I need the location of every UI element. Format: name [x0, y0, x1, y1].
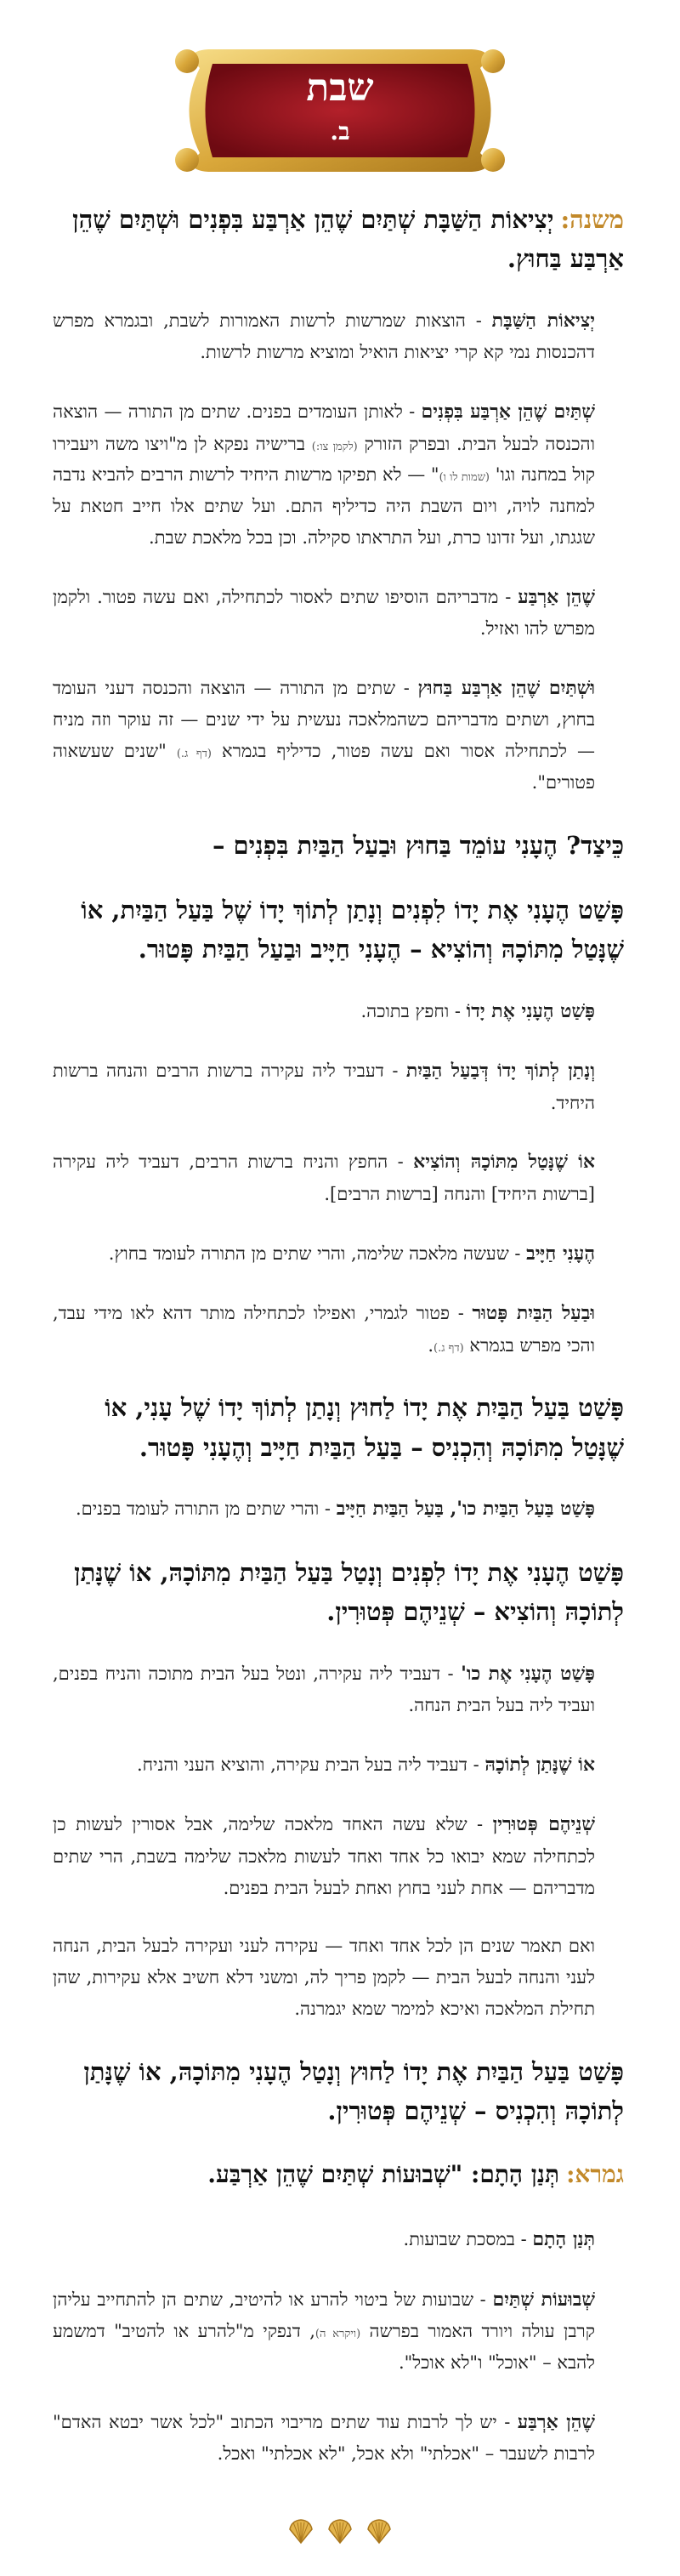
comment-lemma: וּבַעַל הַבַּיִת פָּטוּר — [472, 1302, 595, 1325]
comment-lemma: שְׁבוּעוֹת שְׁתַּיִם — [492, 2288, 595, 2311]
comment-lemma: וּשְׁתַּיִם שֶׁהֵן אַרְבַּע בַּחוּץ — [417, 676, 595, 699]
comment-text: - יש לך לרבות עוד שתים מריבוי הכתוב "לכל אשר יבטא האדם" לרבות לשעבר – "אכלתי" ולא אכל, "לא אכלתי" ואכל. — [53, 2411, 595, 2465]
main-text — [53, 200, 624, 2497]
source-reference: (ויקרא ה) — [314, 2328, 361, 2341]
gemara-paragraph — [53, 2156, 624, 2194]
comment-lemma: שֶׁהֵן אַרְבַּע — [517, 2410, 596, 2433]
rashi-comment — [53, 1146, 595, 1209]
rashi-comment — [53, 2283, 595, 2379]
tractate-title: שבת — [306, 66, 374, 110]
comment-text: - דעביד ליה עקירה ברשות הרבים והנחה ברשות היחיד. — [53, 1061, 595, 1113]
comment-text: - מדבריהם הוסיפו שתים לאסור לכתחילה, ואם עשה פטור. ולקמן מפרש להו ואזיל. — [53, 586, 595, 640]
rashi-comment — [53, 395, 595, 554]
rashi-comment — [53, 581, 595, 645]
mishna-text: פָּשַׁט הֶעָנִי אֶת יָדוֹ לִפְנִים וְנָטַל בַּעַל הַבַּיִת מִתּוֹכָהּ, אוֹ שֶׁנָּתַן לְתוֹכָהּ וְהוֹצִיא – שְׁנֵיהֶם פְּטוּרִין. — [74, 1557, 624, 1627]
rashi-comment — [53, 1658, 595, 1721]
comment-text: - הוצאות שמרשות לרשות האמורות לשבת, ובגמרא מפרש דהכנסות נמי קא קרי יציאות הואיל ומוציא מרשות לרשות. — [53, 310, 595, 363]
scroll-ornament-icon — [166, 43, 514, 179]
mishna-paragraph — [53, 200, 624, 279]
comment-text: - דעביד ליה עקירה, ונטל בעל הבית מתוכה והניח בפנים, ועביד ליה בעל הבית הנחה. — [53, 1663, 595, 1716]
comment-text: ברישיה נפקא לן מ"ויצו משה ויעבירו קול במחנה וגו' — [53, 433, 595, 486]
comment-text: - החפץ והניח ברשות הרבים, דעביד ליה עקירה [ברשות היחיד] והנחה [ברשות הרבים]. — [53, 1152, 595, 1204]
rashi-comment — [53, 1237, 595, 1271]
source-reference: (שמות לו ו) — [439, 471, 490, 485]
comment-text: - והרי שתים מן התורה לעומד בפנים. — [75, 1498, 337, 1520]
mishna-text: פָּשַׁט בַּעַל הַבַּיִת אֶת יָדוֹ לַחוּץ וְנָתַן לְתוֹךְ יָדוֹ שֶׁל עָנִי, אוֹ שֶׁנָּטַל מִתּוֹכָהּ וְהִכְנִיס – בַּעַל הַבַּיִת חַיָּיב וְהֶעָנִי פָּטוּר. — [105, 1393, 624, 1462]
comment-text: - שעשה מלאכה שלימה, והרי שתים מן התורה לעומד בחוץ. — [108, 1243, 527, 1264]
mishna-text: פָּשַׁט הֶעָנִי אֶת יָדוֹ לִפְנִים וְנָתַן לְתוֹךְ יָדוֹ שֶׁל בַּעַל הַבַּיִת, אוֹ שֶׁנָּטַל מִתּוֹכָהּ וְהוֹצִיא – הֶעָנִי חַיָּיב וּבַעַל הַבַּיִת פָּטוּר. — [81, 895, 624, 964]
rashi-comment — [53, 2406, 595, 2470]
comment-lemma: הֶעָנִי חַיָּיב — [526, 1242, 595, 1265]
comment-lemma: שְׁנֵיהֶם פְּטוּרִין — [492, 1813, 595, 1836]
comment-text: ואם תאמר שנים הן לכל אחד ואחד — עקירה לעני ועקירה לבעל הבית, הנחה לעני והנחה לבעל הבית — לקמן פריך לה, ומשני דלא חשיב אלא עקירות, שהן תחילת המלאכה ואיכא למימר שמא יגמרנה. — [53, 1936, 595, 2019]
comment-text: - דעביד ליה בעל הבית עקירה, והוציא העני והניח. — [136, 1754, 485, 1775]
daf-number: ב. — [330, 117, 350, 145]
rashi-comment — [53, 672, 595, 799]
mishna-text: כֵּיצַד? הֶעָנִי עוֹמֵד בַּחוּץ וּבַעַל הַבַּיִת בִּפְנִים – — [212, 830, 624, 860]
rashi-comment — [53, 1055, 595, 1118]
mishna-text: פָּשַׁט בַּעַל הַבַּיִת אֶת יָדוֹ לַחוּץ וְנָטַל הֶעָנִי מִתּוֹכָהּ, אוֹ שֶׁנָּתַן לְתוֹכָהּ וְהִכְנִיס – שְׁנֵיהֶם פְּטוּרִין. — [83, 2056, 624, 2125]
comment-lemma: פָּשַׁט בַּעַל הַבַּיִת כו', בַּעַל הַבַּיִת חַיָּיב — [336, 1498, 595, 1521]
shell-icon — [286, 2517, 315, 2546]
rashi-comment — [53, 2223, 595, 2256]
gemara-text: תְּנַן הָתָם: "שְׁבוּעוֹת שְׁתַּיִם שֶׁהֵן אַרְבַּע. — [207, 2160, 560, 2189]
section-label: גמרא: — [566, 2160, 624, 2189]
comment-text: - שלא עשה האחד מלאכה שלימה, אבל אסורין לעשות כן לכתחילה שמא יבואו כל אחד ואחד לעשות מלאכה שלימה בשבת, הרי שתים מדבריהם — אחת לעני בחוץ ואחת לבעל הבית בפנים. — [53, 1814, 595, 1898]
source-reference: (דף ג.) — [434, 1341, 464, 1355]
mishna-paragraph — [53, 1553, 624, 1632]
comment-text: - וחפץ בתוכה. — [360, 1000, 467, 1021]
mishna-text: יְצִיאוֹת הַשַּׁבָּת שְׁתַּיִם שֶׁהֵן אַרְבַּע בִּפְנִים וּשְׁתַּיִם שֶׁהֵן אַרְבַּע בַּחוּץ. — [72, 205, 624, 274]
comment-lemma: שֶׁהֵן אַרְבַּע — [518, 585, 595, 608]
rashi-comment — [53, 304, 595, 368]
source-reference: (דף ג.) — [176, 748, 212, 761]
comment-lemma: תְּנַן הָתָם — [532, 2228, 595, 2251]
comment-lemma: פָּשַׁט הֶעָנִי אֶת יָדוֹ — [466, 999, 595, 1022]
footer-ornaments — [0, 2517, 680, 2546]
comment-text: - פטור לגמרי, ואפילו לכתחילה מותר דהא לאו מידי עבד, והכי מפרש בגמרא — [53, 1303, 595, 1356]
comment-lemma: שְׁתַּיִם שֶׁהֵן אַרְבַּע בִּפְנִים — [421, 401, 595, 424]
rashi-comment — [53, 1808, 595, 1903]
comment-lemma: פָּשַׁט הֶעָנִי אֶת כו' — [461, 1662, 595, 1685]
shell-icon — [326, 2517, 354, 2546]
rashi-comment — [53, 1297, 595, 1361]
section-label: משנה: — [560, 205, 624, 234]
comment-text: . — [428, 1334, 434, 1356]
comment-lemma: וְנָתַן לְתוֹךְ יָדוֹ דְּבַעַל הַבַּיִת — [405, 1060, 596, 1083]
header-scroll-banner — [166, 43, 514, 179]
comment-text: - לאותן העומדים בפנים. שתים מן התורה — הוצאה והכנסה לבעל הבית. ובפרק הזורק — [53, 401, 595, 454]
comment-lemma: אוֹ שֶׁנָּתַן לְתוֹכָהּ — [484, 1753, 595, 1776]
comment-lemma: אוֹ שֶׁנָּטַל מִתּוֹכָהּ וְהוֹצִיא — [413, 1151, 596, 1174]
comment-text: - במסכת שבועות. — [403, 2229, 533, 2250]
rashi-comment — [53, 995, 595, 1028]
comment-text: , דנפקי מ"להרע או להטיב" דמשמע להבא – "אוכל" ו"לא אוכל". — [53, 2321, 595, 2373]
comment-text: - שבועות של ביטוי להרע או להיטיב, שתים הן להתחייב עליהן קרבן עולה ויורד האמור בפרשה — [53, 2289, 595, 2342]
mishna-paragraph — [53, 890, 624, 970]
mishna-paragraph — [53, 826, 624, 865]
comment-text: "שנים שעשאוה פטורים". — [53, 741, 595, 793]
comment-text: " — לא תפיקו מרשות היחיד לרשות הרבים להביא נדבה למחנה לויה, ויום השבת היה כדיליף התם. ועל שתים אלו חייב חטאת על שגגתו, ועל זדונו כרת, ועל התראתו סקילה. וכן בכל מלאכת שבת. — [53, 464, 595, 548]
mishna-paragraph — [53, 2052, 624, 2131]
rashi-comment — [53, 1931, 595, 2024]
rashi-comment — [53, 1749, 595, 1782]
comment-text: - שתים מן התורה — הוצאה והכנסה דעני העומד בחוץ, ושתים מדבריהם כשהמלאכה נעשית על ידי שנים — זה עוקר וזה מניח — לכתחילה אסור ואם עשה פטור, כדיליף בגמרא — [53, 677, 595, 762]
source-reference: (לקמן צו:) — [311, 440, 358, 453]
rashi-comment — [53, 1493, 595, 1526]
shell-icon — [365, 2517, 394, 2546]
comment-lemma: יְצִיאוֹת הַשַּׁבָּת — [491, 309, 595, 332]
mishna-paragraph — [53, 1388, 624, 1467]
